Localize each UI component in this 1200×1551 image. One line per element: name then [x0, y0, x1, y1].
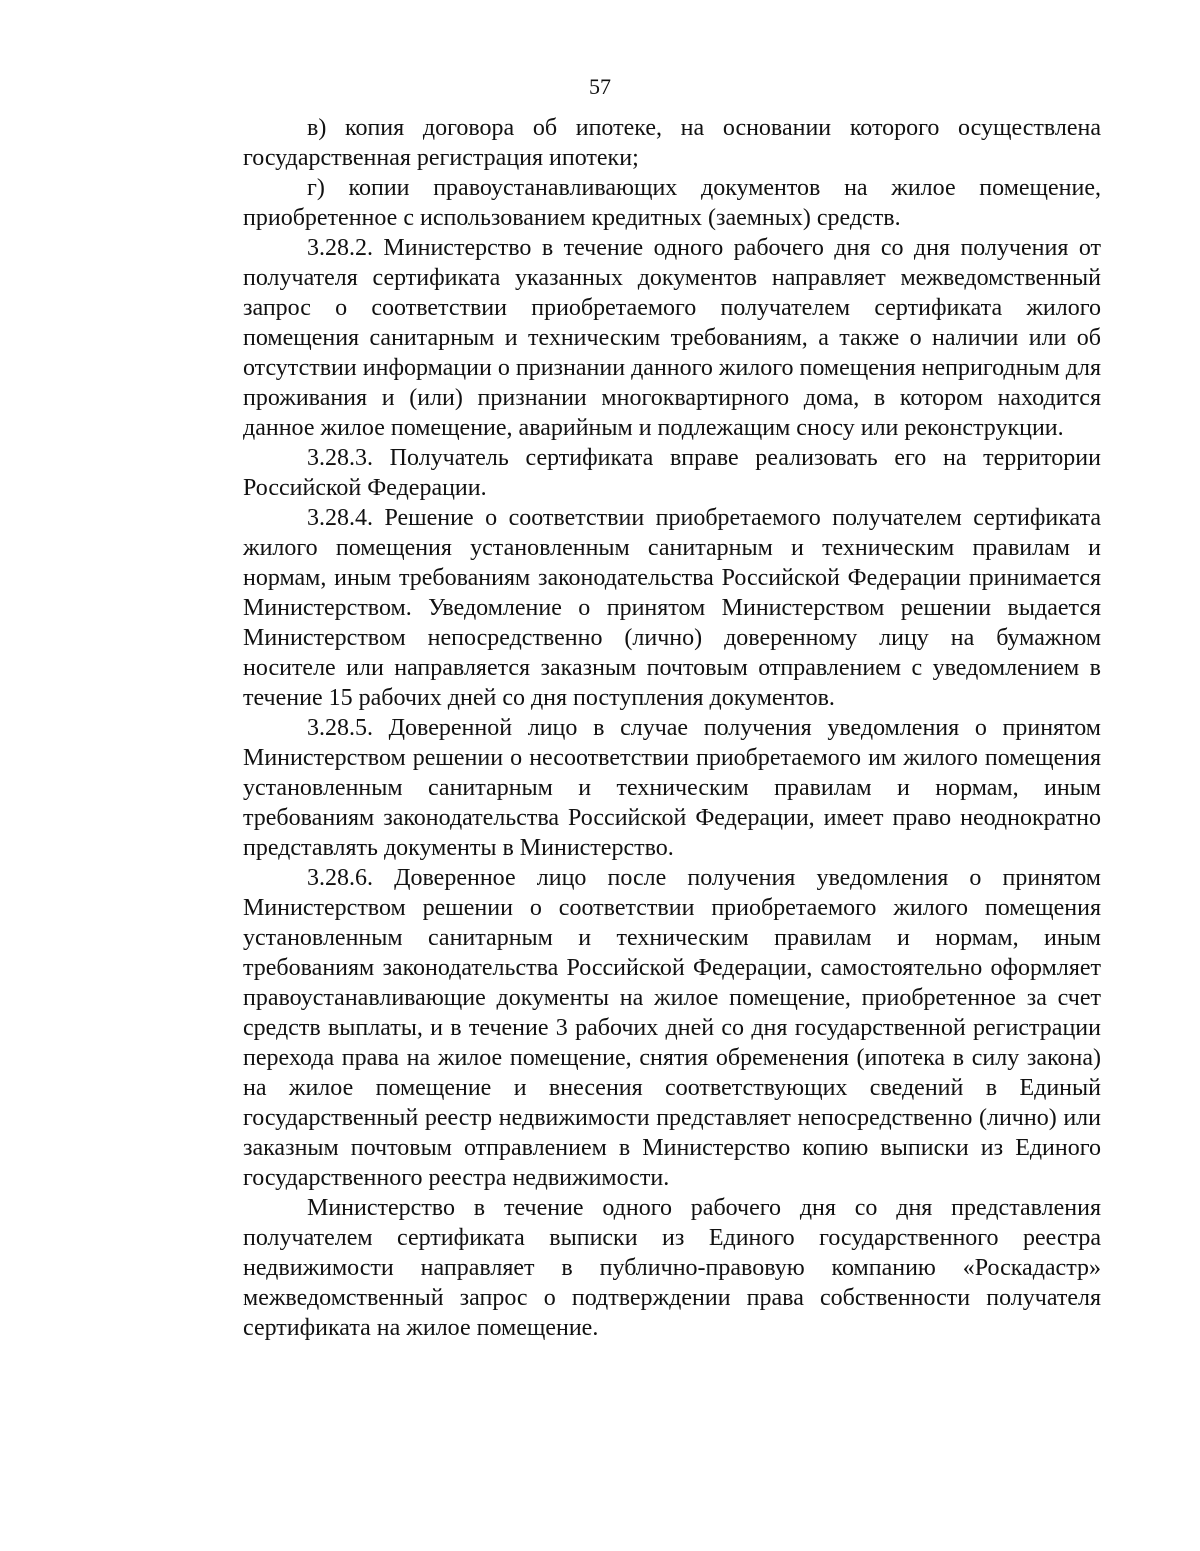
paragraph-ministry-request: Министерство в течение одного рабочего дня со дня представления получателем сертификата выписки из Единого государственного реестра недвижимости направляет в публично-правовую компанию «Роскадастр» межведомственный запрос о подтверждении права собственности получателя сертификата на жилое помещение. — [243, 1195, 1101, 1341]
paragraph-3-28-4: 3.28.4. Решение о соответствии приобретаемого получателем сертификата жилого помещения установленным санитарным и техническим правилам и нормам, иным требованиям законодательства Российской Федерации принимается Министерством. Уведомление о принятом Министерством решении выдается Министерством непосредственно (лично) доверенному лицу на бумажном носителе или направляется заказным почтовым отправлением с уведомлением в течение 15 рабочих дней со дня поступления документов. — [243, 505, 1101, 711]
paragraph-3-28-6: 3.28.6. Доверенное лицо после получения уведомления о принятом Министерством решении о соответствии приобретаемого жилого помещения установленным санитарным и техническим правилам и нормам, иным требованиям законодательства Российской Федерации, самостоятельно оформляет правоустанавливающие документы на жилое помещение, приобретенное за счет средств выплаты, и в течение 3 рабочих дней со дня государственной регистрации перехода права на жилое помещение, снятия обременения (ипотека в силу закона) на жилое помещение и внесения соответствующих сведений в Единый государственный реестр недвижимости представляет непосредственно (лично) или заказным почтовым отправлением в Министерство копию выписки из Единого государственного реестра недвижимости. — [243, 865, 1101, 1191]
paragraph-item-v: в) копия договора об ипотеке, на основании которого осуществлена государственная регистрация ипотеки; — [243, 115, 1101, 171]
paragraph-3-28-2: 3.28.2. Министерство в течение одного рабочего дня со дня получения от получателя сертификата указанных документов направляет межведомственный запрос о соответствии приобретаемого получателем сертификата жилого помещения санитарным и техническим требованиям, а также о наличии или об отсутствии информации о признании данного жилого помещения непригодным для проживания и (или) признании многоквартирного дома, в котором находится данное жилое помещение, аварийным и подлежащим сносу или реконструкции. — [243, 235, 1101, 441]
paragraph-3-28-3: 3.28.3. Получатель сертификата вправе реализовать его на территории Российской Федерации. — [243, 445, 1101, 501]
document-body — [243, 113, 1101, 1343]
paragraph-3-28-5: 3.28.5. Доверенной лицо в случае получения уведомления о принятом Министерством решении о несоответствии приобретаемого им жилого помещения установленным санитарным и техническим правилам и нормам, иным требованиям законодательства Российской Федерации, имеет право неоднократно представлять документы в Министерство. — [243, 715, 1101, 861]
paragraph-item-g: г) копии правоустанавливающих документов на жилое помещение, приобретенное с использованием кредитных (заемных) средств. — [243, 175, 1101, 231]
page-number: 57 — [589, 74, 611, 99]
